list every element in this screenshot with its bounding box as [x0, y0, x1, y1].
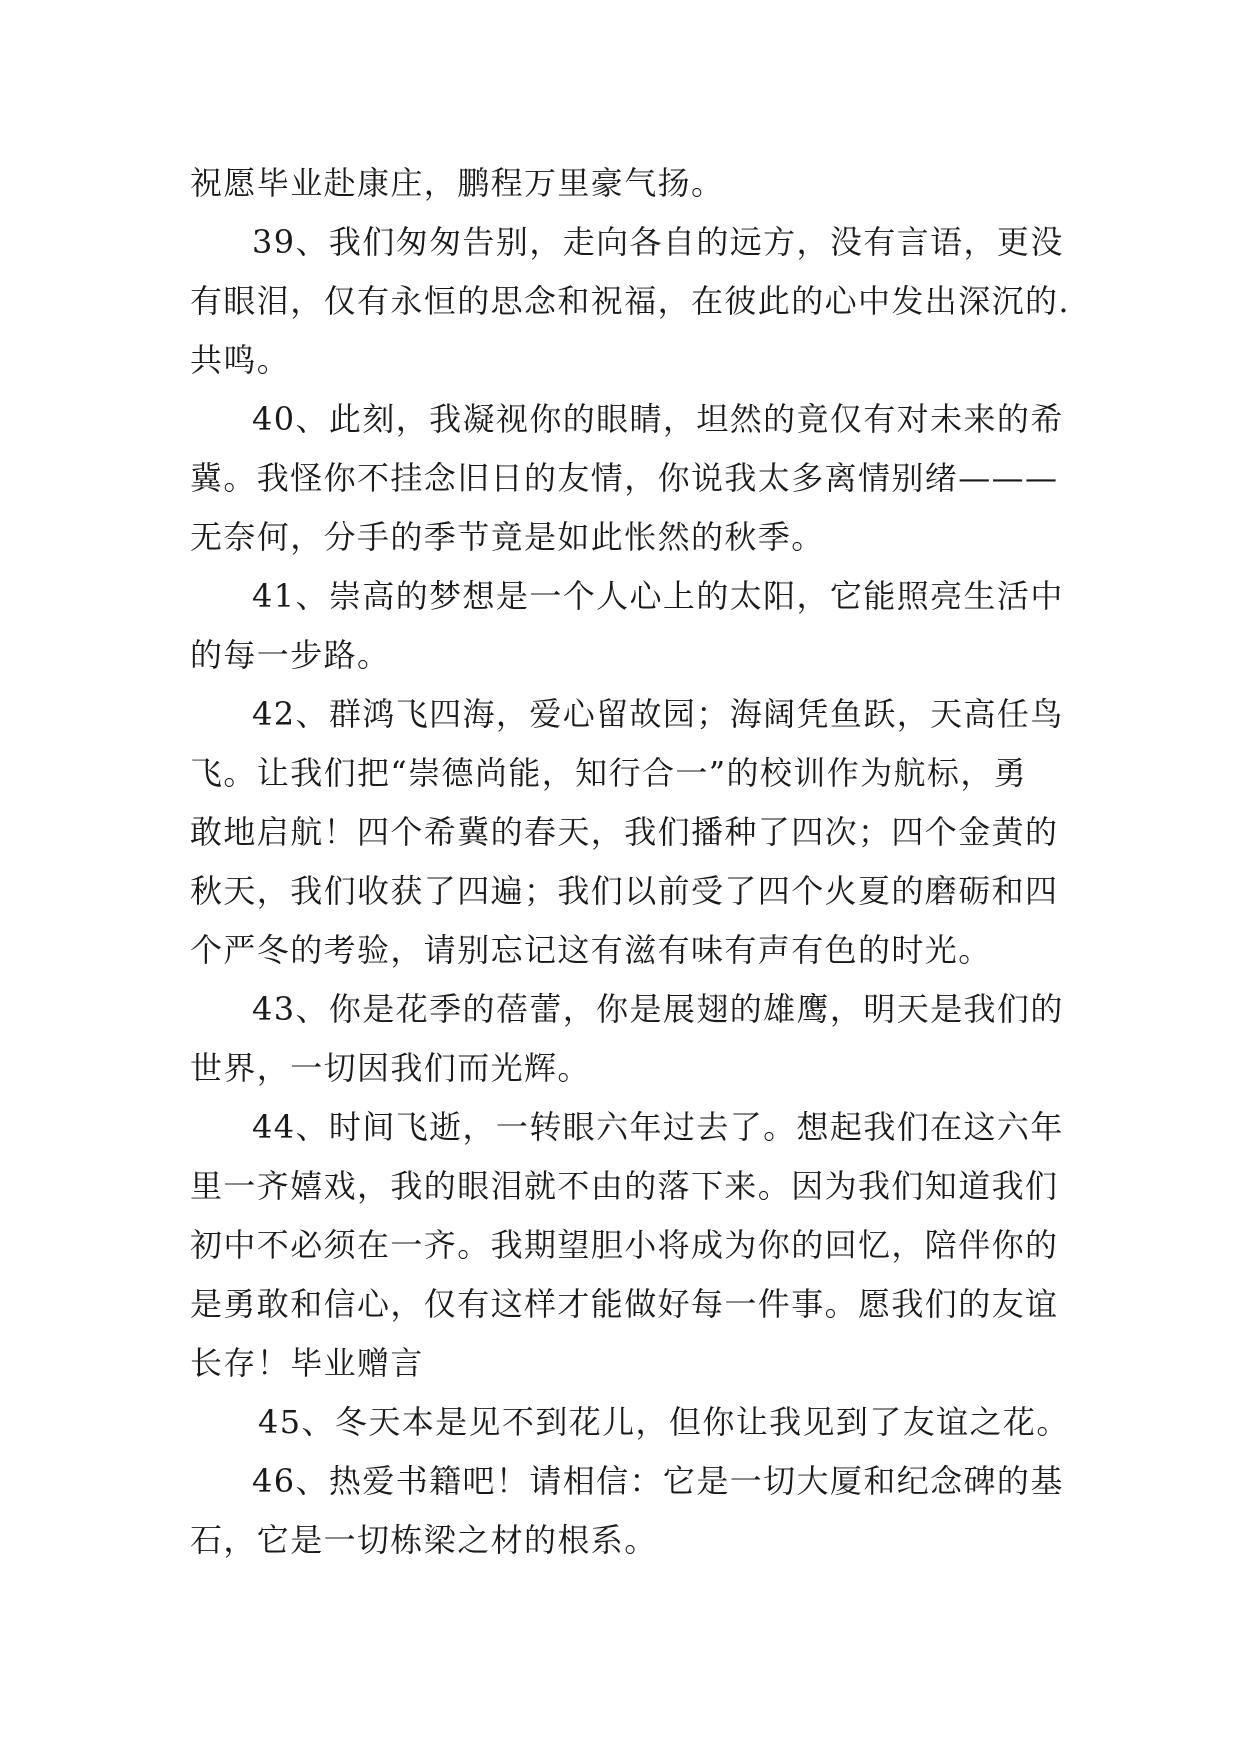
text-line: 是勇敢和信心，仅有这样才能做好每一件事。愿我们的友谊 [190, 1285, 1059, 1323]
text-line: 长存！毕业赠言 [190, 1344, 424, 1382]
text-line: 共鸣。 [190, 341, 291, 379]
text-line: 石，它是一切栋梁之材的根系。 [190, 1521, 658, 1559]
text-line: 42、群鸿飞四海，爱心留故园；海阔凭鱼跃，天高任鸟 [252, 695, 1064, 733]
text-line: 39、我们匆匆告别，走向各自的远方，没有言语，更没 [252, 223, 1064, 261]
text-line: 有眼泪，仅有永恒的思念和祝福，在彼此的心中发出深沉的. [190, 282, 1070, 320]
text-line: 的每一步路。 [190, 636, 391, 674]
text-line: 世界，一切因我们而光辉。 [190, 1049, 591, 1087]
text-line: 41、崇高的梦想是一个人心上的太阳，它能照亮生活中 [252, 577, 1064, 615]
text-line: 45、冬天本是见不到花儿，但你让我见到了友谊之花。 [258, 1403, 1070, 1441]
text-line: 里一齐嬉戏，我的眼泪就不由的落下来。因为我们知道我们 [190, 1167, 1059, 1205]
text-line: 秋天，我们收获了四遍；我们以前受了四个火夏的磨砺和四 [190, 872, 1059, 910]
text-line: 44、时间飞逝，一转眼六年过去了。想起我们在这六年 [252, 1108, 1064, 1146]
text-line: 冀。我怪你不挂念旧日的友情，你说我太多离情别绪——— [190, 459, 1059, 497]
text-line: 敢地启航！四个希冀的春天，我们播种了四次；四个金黄的 [190, 813, 1059, 851]
text-line: 40、此刻，我凝视你的眼睛，坦然的竟仅有对未来的希 [252, 400, 1064, 438]
text-line: 飞。让我们把“崇德尚能，知行合一”的校训作为航标，勇 [190, 754, 1028, 792]
text-line: 46、热爱书籍吧！请相信：它是一切大厦和纪念碑的基 [252, 1462, 1064, 1500]
text-line: 43、你是花季的蓓蕾，你是展翅的雄鹰，明天是我们的 [252, 990, 1064, 1028]
text-line: 祝愿毕业赴康庄，鹏程万里豪气扬。 [190, 164, 725, 202]
text-line: 无奈何，分手的季节竟是如此怅然的秋季。 [190, 518, 825, 556]
text-line: 初中不必须在一齐。我期望胆小将成为你的回忆，陪伴你的 [190, 1226, 1059, 1264]
text-line: 个严冬的考验，请别忘记这有滋有味有声有色的时光。 [190, 931, 992, 969]
